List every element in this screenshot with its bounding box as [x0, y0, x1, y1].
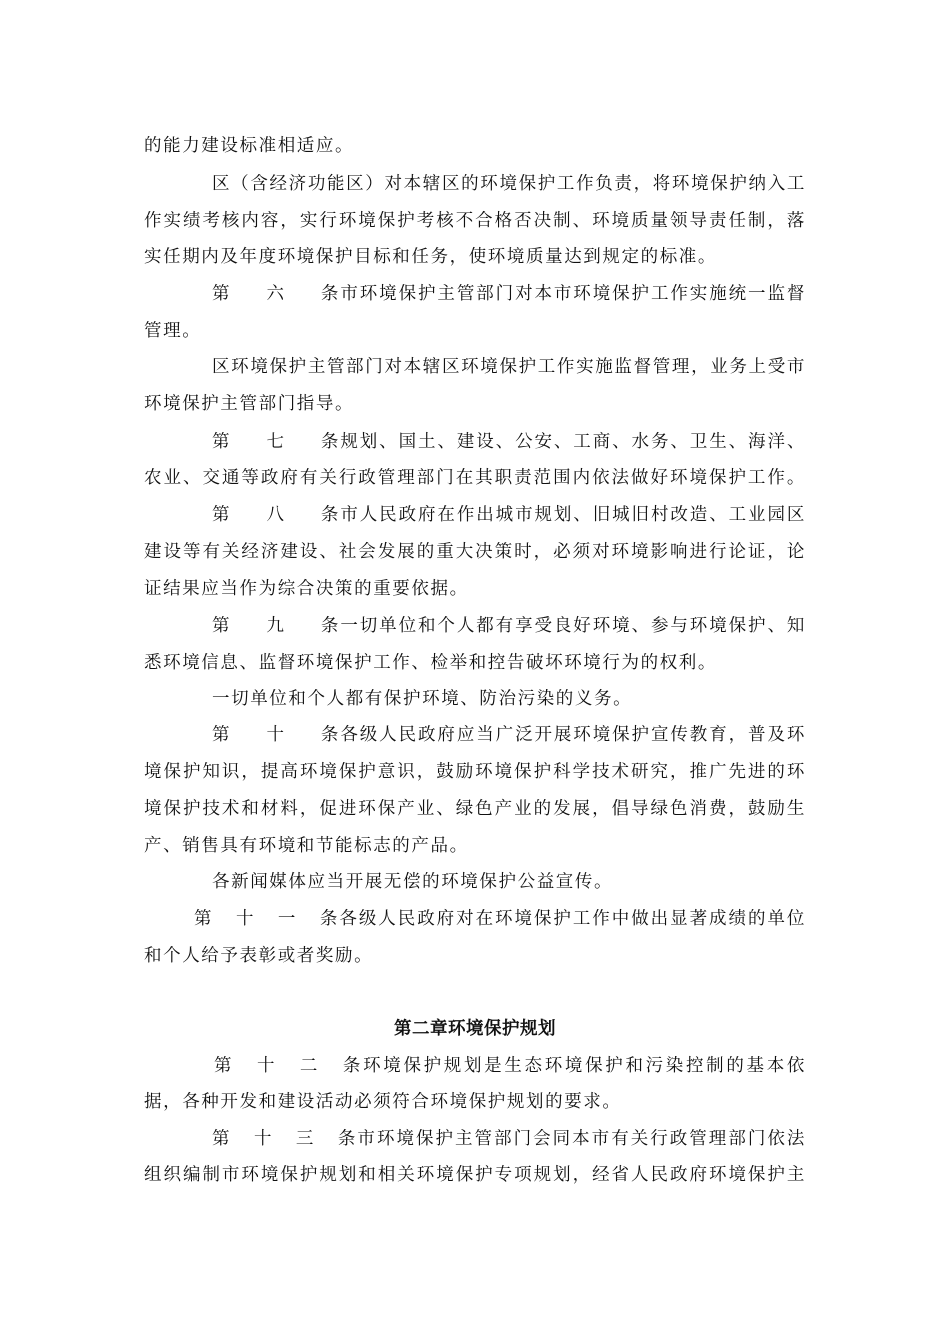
article-8-label: 第八条 [212, 505, 340, 525]
article-7-text: 规划、国土、建设、公安、工商、水务、卫生、海洋、 [340, 432, 806, 452]
article-12-line [144, 1054, 806, 1078]
paragraph-line: 作实绩考核内容，实行环境保护考核不合格否决制、环境质量领导责任制，落 [144, 211, 806, 231]
article-12-label: 第十二条 [214, 1056, 362, 1076]
paragraph-line: 管理。 [144, 321, 202, 341]
article-13-line [144, 1127, 806, 1151]
paragraph-line: 产、销售具有环境和节能标志的产品。 [144, 836, 469, 856]
article-6-line [144, 282, 806, 306]
article-8-line [144, 503, 806, 527]
article-10-line [144, 723, 806, 747]
article-8-text: 市人民政府在作出城市规划、旧城旧村改造、工业园区 [340, 505, 806, 525]
paragraph-line: 一切单位和个人都有保护环境、防治污染的义务。 [212, 689, 633, 709]
paragraph-line: 环境保护主管部门指导。 [144, 394, 355, 414]
article-6-text: 市环境保护主管部门对本市环境保护工作实施统一监督 [340, 284, 806, 304]
paragraph-line: 区（含经济功能区）对本辖区的环境保护工作负责，将环境保护纳入工 [212, 174, 806, 194]
paragraph-line: 据，各种开发和建设活动必须符合环境保护规划的要求。 [144, 1092, 622, 1112]
article-10-text: 各级人民政府应当广泛开展环境保护宣传教育，普及环 [340, 725, 806, 745]
paragraph-line: 悉环境信息、监督环境保护工作、检举和控告破坏环境行为的权利。 [144, 653, 717, 673]
chapter-heading: 第二章环境保护规划 [394, 1019, 556, 1039]
paragraph-line: 境保护知识，提高环境保护意识，鼓励环境保护科学技术研究，推广先进的环 [144, 762, 806, 782]
paragraph-line: 建设等有关经济建设、社会发展的重大决策时，必须对环境影响进行论证，论 [144, 542, 806, 562]
article-13-label: 第十三条 [212, 1129, 357, 1149]
article-11-text: 各级人民政府对在环境保护工作中做出显著成绩的单位 [339, 909, 806, 929]
article-6-label: 第六条 [212, 284, 340, 304]
paragraph-line: 证结果应当作为综合决策的重要依据。 [144, 579, 469, 599]
paragraph-line: 境保护技术和材料，促进环保产业、绿色产业的发展，倡导绿色消费，鼓励生 [144, 799, 806, 819]
article-9-label: 第九条 [212, 616, 340, 636]
article-11-label: 第十一条 [194, 909, 339, 929]
article-9-text: 一切单位和个人都有享受良好环境、参与环境保护、知 [340, 616, 806, 636]
article-10-label: 第十条 [212, 725, 340, 745]
paragraph-line: 实任期内及年度环境保护目标和任务，使环境质量达到规定的标准。 [144, 247, 717, 267]
text-line: 的能力建设标准相适应。 [144, 136, 355, 156]
article-12-text: 环境保护规划是生态环境保护和污染控制的基本依 [362, 1056, 806, 1076]
paragraph-line: 和个人给予表彰或者奖励。 [144, 946, 374, 966]
paragraph-line: 组织编制市环境保护规划和相关环境保护专项规划，经省人民政府环境保护主 [144, 1165, 806, 1185]
paragraph-line: 农业、交通等政府有关行政管理部门在其职责范围内依法做好环境保护工作。 [144, 468, 806, 488]
article-7-label: 第七条 [212, 432, 340, 452]
paragraph-line: 区环境保护主管部门对本辖区环境保护工作实施监督管理，业务上受市 [212, 357, 806, 377]
article-7-line [144, 430, 806, 454]
article-11-line [144, 907, 806, 931]
article-9-line [144, 614, 806, 638]
article-13-text: 市环境保护主管部门会同本市有关行政管理部门依法 [357, 1129, 806, 1149]
paragraph-line: 各新闻媒体应当开展无偿的环境保护公益宣传。 [212, 872, 614, 892]
